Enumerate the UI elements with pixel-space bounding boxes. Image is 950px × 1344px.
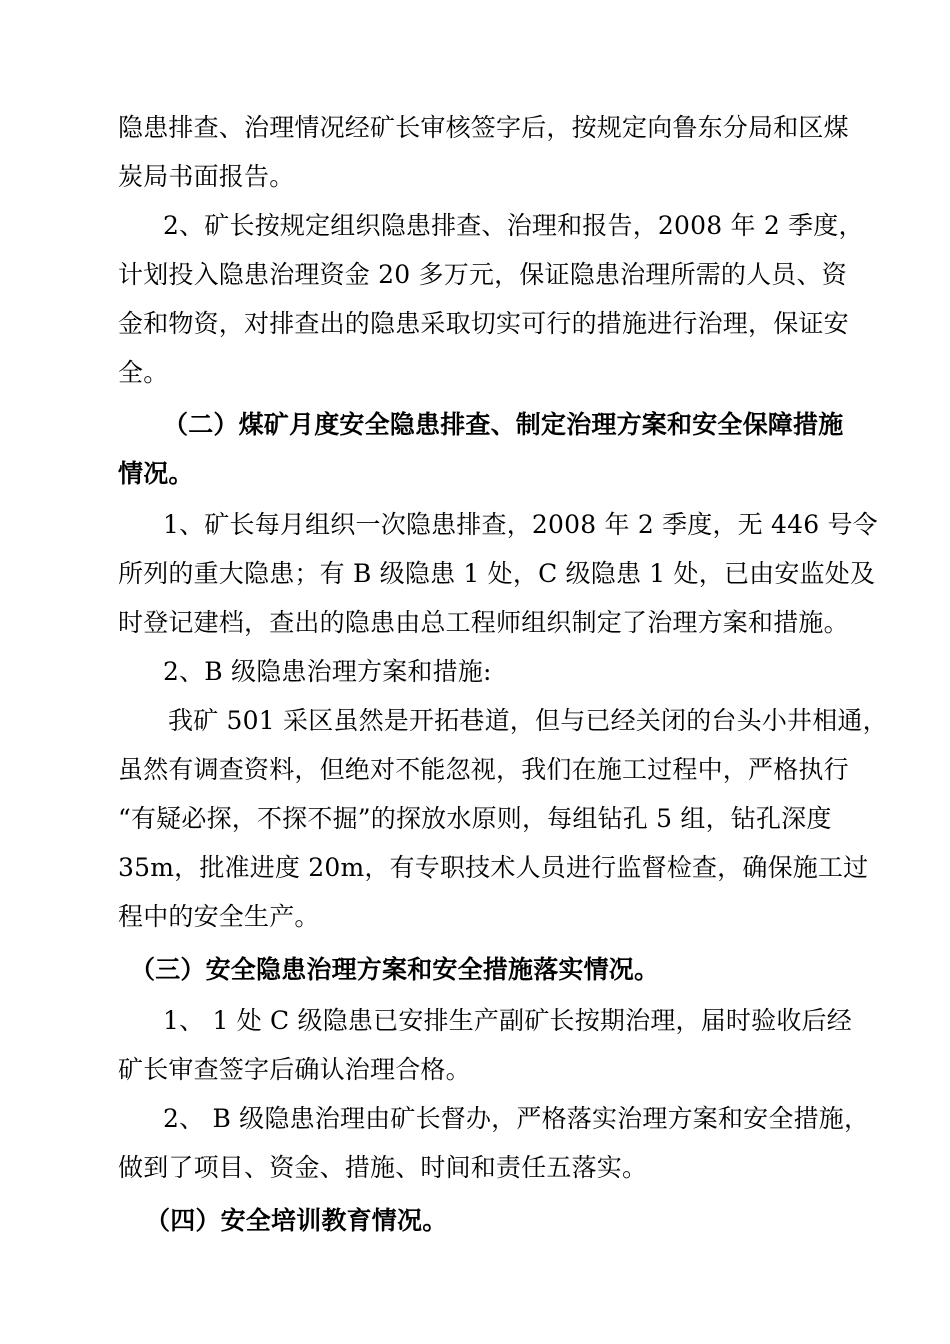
text-line: 虽然有调查资料，但绝对不能忽视，我们在施工过程中，严格执行 — [118, 755, 849, 784]
text-line: 矿长审查签字后确认治理合格。 — [118, 1055, 471, 1084]
section-heading: （三）安全隐患治理方案和安全措施落实情况。 — [130, 955, 660, 984]
text-line: 2、B 级隐患治理方案和措施: — [163, 657, 492, 686]
text-line: 炭局书面报告。 — [118, 162, 295, 191]
text-line: 35m，批准进度 20m，有专职技术人员进行监督检查，确保施工过 — [118, 853, 869, 882]
text-line: 隐患排查、治理情况经矿长审核签字后，按规定向鲁东分局和区煤 — [118, 113, 849, 142]
text-line: 1、矿长每月组织一次隐患排查，2008 年 2 季度，无 446 号令 — [163, 510, 878, 539]
text-line: 金和物资，对排查出的隐患采取切实可行的措施进行治理，保证安 — [118, 309, 849, 338]
text-line: 时登记建档，查出的隐患由总工程师组织制定了治理方案和措施。 — [118, 608, 849, 637]
text-line: 1、 1 处 C 级隐患已安排生产副矿长按期治理，届时验收后经 — [163, 1006, 852, 1035]
section-heading-continuation: 情况。 — [118, 459, 194, 488]
text-line: 2、矿长按规定组织隐患排查、治理和报告，2008 年 2 季度， — [163, 211, 864, 240]
text-line: 全。 — [118, 358, 169, 387]
text-line: 所列的重大隐患；有 B 级隐患 1 处，C 级隐患 1 处，已由安监处及 — [118, 559, 876, 588]
text-line: 计划投入隐患治理资金 20 多万元，保证隐患治理所需的人员、资 — [118, 260, 847, 289]
text-line: 我矿 501 采区虽然是开拓巷道，但与已经关闭的台头小井相通， — [168, 706, 888, 735]
text-line: 2、 B 级隐患治理由矿长督办，严格落实治理方案和安全措施， — [163, 1104, 870, 1133]
section-heading: （四）安全培训教育情况。 — [145, 1206, 448, 1235]
section-heading: （二）煤矿月度安全隐患排查、制定治理方案和安全保障措施 — [163, 410, 844, 439]
text-line: “有疑必探，不探不掘”的探放水原则，每组钻孔 5 组，钻孔深度 — [118, 804, 832, 833]
text-line: 程中的安全生产。 — [118, 902, 320, 931]
text-line: 做到了项目、资金、措施、时间和责任五落实。 — [118, 1153, 648, 1182]
